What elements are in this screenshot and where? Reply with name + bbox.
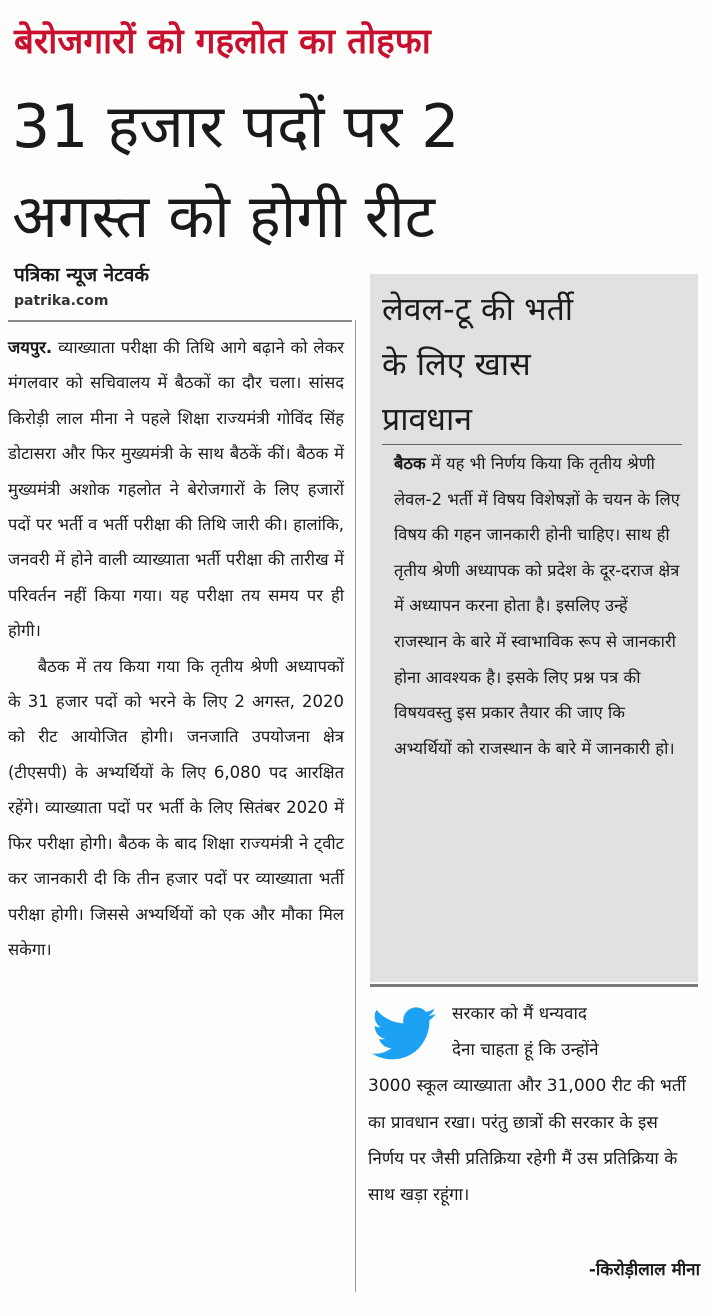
headline-line-2: अगस्त को होगी रीट [12, 182, 436, 252]
dateline-place: जयपुर. [8, 338, 53, 357]
tweet-line-2: देना चाहता हूं कि उन्होंने [452, 1040, 599, 1061]
sidebar-lead-word: बैठक [394, 454, 426, 473]
sidebar-title-line-3: प्रावधान [382, 400, 473, 438]
article-paragraph-2: बैठक में तय किया गया कि तृतीय श्रेणी अध्यापकों के 31 हजार पदों को भरने के लिए 2 अगस्त, 2020 को रीट आयोजित होगी। जनजाति उपयोजना क्षेत्र (टीएसपी) के अभ्यर्थियों के लिए 6,080 पद आरक्षित रहेंगे। व्याख्याता पदों पर भर्ती के लिए सितंबर 2020 में फिर परीक्षा होगी। बैठक के बाद शिक्षा राज्यमंत्री ने ट्वीट कर जानकारी दी कि तीन हजार पदों पर व्याख्याता भर्ती परीक्षा होगी। जिससे अभ्यर्थियों को एक और मौका मिल सकेगा। [8, 656, 344, 959]
paragraph-1-text: व्याख्याता परीक्षा की तिथि आगे बढ़ाने को लेकर मंगलवार को सचिवालय में बैठकों का दौर चला। सांसद किरोड़ी लाल मीना ने पहले शिक्षा राज्यमंत्री गोविंद सिंह डोटासरा और फिर मुख्यमंत्री के साथ बैठकें कीं। बैठक में मुख्यमंत्री अशोक गहलोत ने बेरोजगारों के लिए हजारों पदों पर भर्ती व भर्ती परीक्षा की तिथि जारी की। हालांकि, जनवरी में होने वाली व्याख्याता भर्ती परीक्षा की तारीख में परिवर्तन नहीं किया गया। यह परीक्षा तय समय पर ही होगी। [8, 338, 344, 641]
headline-line-1: 31 हजार पदों पर 2 [12, 92, 460, 162]
tweet-author: -किरोड़ीलाल मीना [588, 1260, 700, 1280]
tweet-quote [368, 996, 698, 1213]
byline-url: patrika.com [14, 293, 109, 309]
kicker-headline: बेरोजगारों को गहलोत का तोहफा [14, 22, 431, 62]
sidebar-body [394, 446, 684, 766]
main-headline [12, 82, 702, 262]
sidebar-title-line-1: लेवल-टू की भर्ती [382, 290, 574, 328]
sidebar-body-text: में यह भी निर्णय किया कि तृतीय श्रेणी लेवल-2 भर्ती में विषय विशेषज्ञों के चयन के लिए विषय की गहन जानकारी होनी चाहिए। साथ ही तृतीय श्रेणी अध्यापक को प्रदेश के दूर-दराज क्षेत्र में अध्यापन करना होता है। इसलिए उन्हें राजस्थान के बारे में स्वाभाविक रूप से जानकारी होना आवश्यक है। इसके लिए प्रश्न पत्र की विषयवस्तु इस प्रकार तैयार की जाए कि अभ्यर्थियों को राजस्थान के बारे में जानकारी हो। [394, 454, 680, 758]
sidebar-title [382, 282, 688, 447]
sidebar-title-line-2: के लिए खास [382, 345, 531, 383]
sidebar-title-rule [382, 444, 682, 445]
tweet-line-1: सरकार को मैं धन्यवाद [452, 1004, 587, 1024]
sidebar-bottom-rule [370, 984, 698, 987]
tweet-rest: 3000 स्कूल व्याख्याता और 31,000 रीट की भर्ती का प्रावधान रखा। परंतु छात्रों की सरकार के इस निर्णय पर जैसी प्रतिक्रिया रहेगी मैं उस प्रतिक्रिया के साथ खड़ा रहूंगा। [368, 1076, 686, 1206]
column-top-rule [8, 320, 352, 322]
article-paragraph-1 [8, 330, 344, 649]
article-body [8, 330, 344, 967]
column-divider [355, 320, 356, 1292]
byline-agency: पत्रिका न्यूज नेटवर्क [14, 264, 149, 286]
sidebar-box [370, 274, 698, 982]
